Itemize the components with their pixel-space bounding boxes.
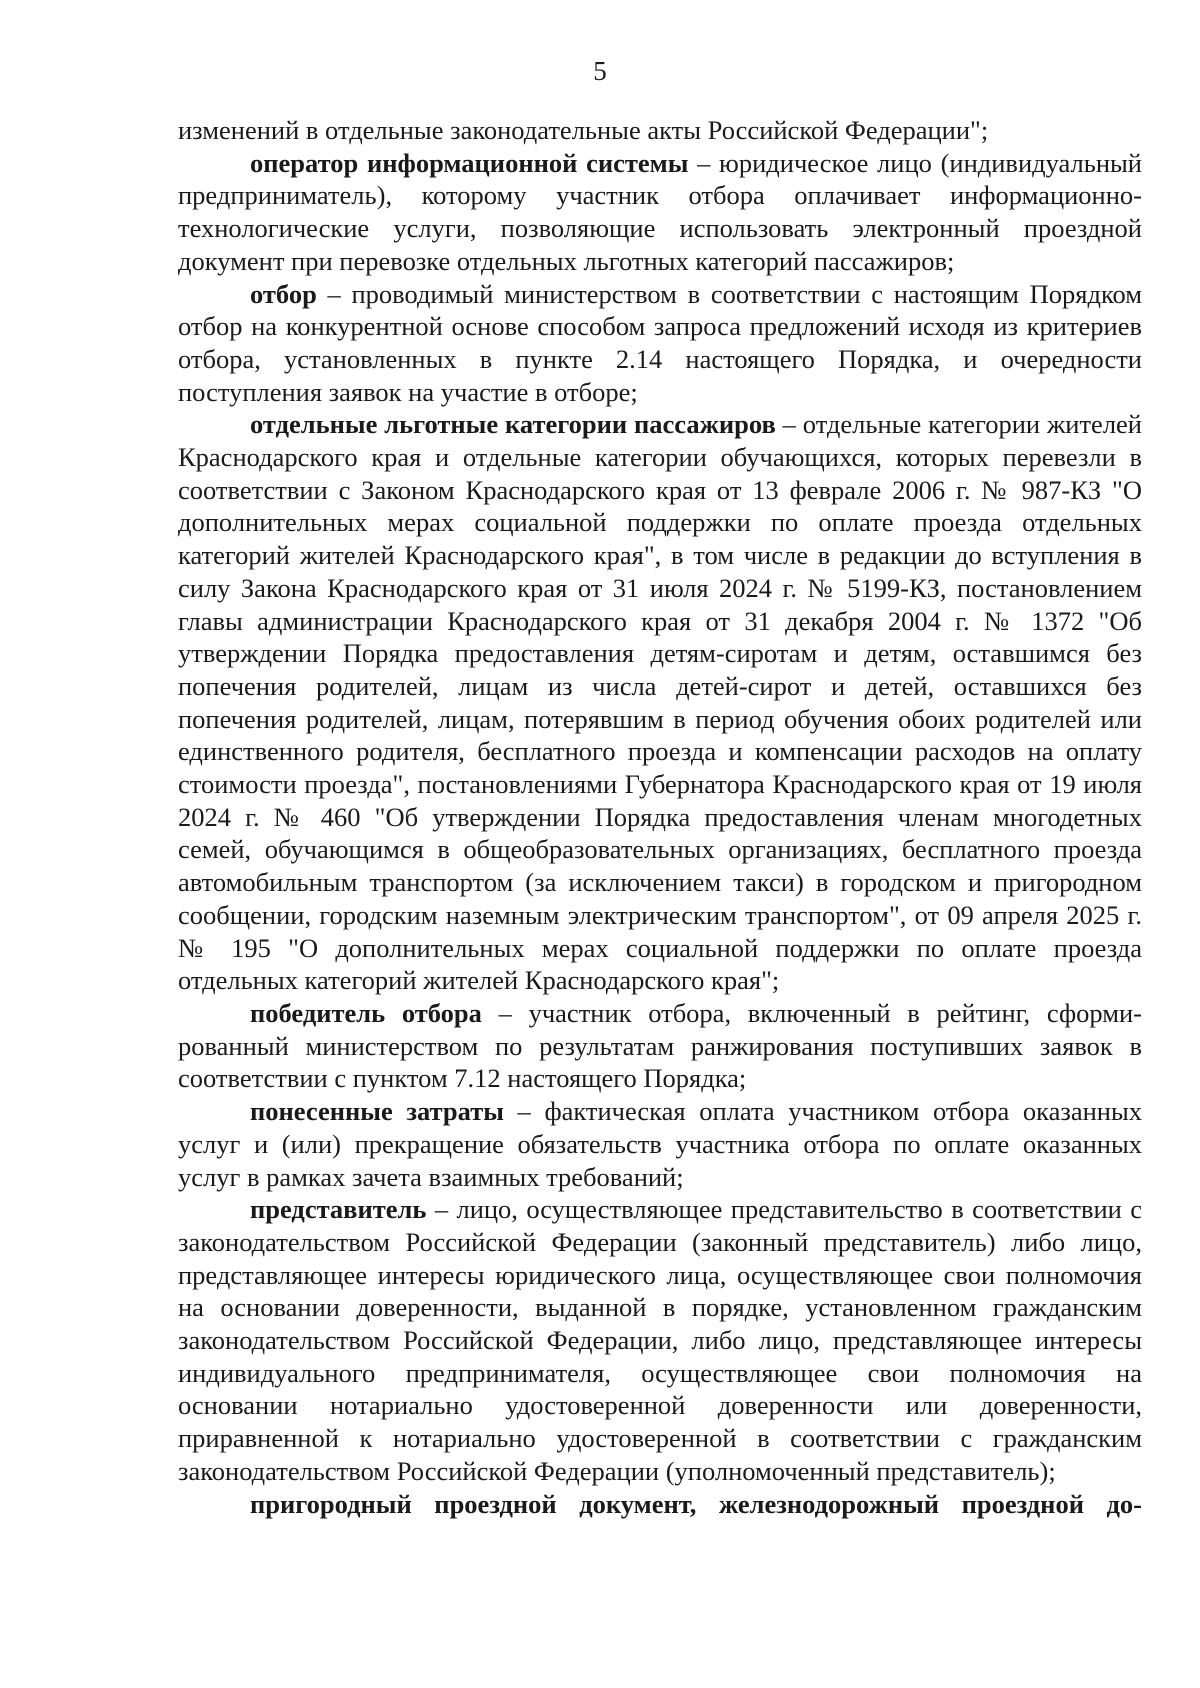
definition-text: – участник отбора, включенный в рейтинг, сформированный министерством по результатам ранжирования поступивших заявок в соответствии с пунктом 7.12 настоящего Порядка; — [178, 997, 1142, 1094]
definition-text: – фактическая оплата участником отбора оказанных услуг и (или) прекращение обязательств участника отбора по оплате оказанных услуг в рамках зачета взаимных требований; — [178, 1096, 1142, 1192]
page-number: 5 — [593, 56, 607, 86]
paragraph-continuation — [178, 114, 1142, 147]
definition-costs — [178, 1095, 1142, 1193]
definition-text: – юридическое лицо (индивидуальный предприниматель), которому участник отбора оплачивает информационно-технологические услуги, позволяющие использовать электронный проездной документ при перевозке отдельных льготных категорий пассажиров; — [178, 147, 1142, 276]
paragraph-text: изменений в отдельные законодательные акты Российской Федерации"; — [178, 115, 989, 145]
definition-term: пригородный проездной документ, железнодорожный проездной до- — [250, 1488, 1142, 1519]
definition-operator — [178, 147, 1142, 278]
definition-text: – лицо, осуществляющее представительство в соответствии с законодательством Российской Федерации (законный представитель) либо лицо, представляющее интересы юридического лица, осуществляющее свои полномочия на основании доверенности, выданной в порядке, установленном гражданским законодательством Российской Федерации, либо лицо, представляющее интересы индивидуального предпринимателя, осуществляющее свои полномочия на основании нотариально удостоверенной доверенности или доверенности, приравненной к нотариально удостоверенной в соответствии с гражданским законодательством Российской Федерации (уполномоченный представитель); — [178, 1194, 1142, 1486]
definition-term: понесенные затраты — [250, 1096, 504, 1127]
definition-term: победитель отбора — [250, 997, 482, 1028]
definition-term: отдельные льготные категории пассажиров — [250, 409, 776, 440]
definition-otbor — [178, 278, 1142, 409]
definition-term: отбор — [250, 278, 317, 309]
definition-winner — [178, 997, 1142, 1095]
definition-privileged-passengers — [178, 408, 1142, 997]
definition-representative — [178, 1193, 1142, 1487]
definition-text: – отдельные категории жителей Краснодарского края и отдельные категории обучающихся, которых перевезли в соответствии с Законом Краснодарского края от 13 феврале 2006 г. № 987-КЗ "О дополнительных мерах социальной поддержки по оплате проезда отдельных категорий жителей Краснодарского края", в том числе в редакции до вступления в силу Закона Краснодарского края от 31 июля 2024 г. № 5199-КЗ, постановлением главы администрации Краснодарского края от 31 декабря 2004 г. № 1372 "Об утверждении Порядка предоставления детям-сиротам и детям, оставшимся без попечения родителей, лицам из числа детей-сирот и детей, оставшихся без попечения родителей, лицам, потерявшим в период обучения обоих родителей или единственного родителя, бесплатного проезда и компенсации расходов на оплату стоимости проезда", постановлениями Губернатора Краснодарского края от 19 июля 2024 г. № 460 "Об утверждении Порядка предоставления членам многодетных семей, обучающимся в общеобразовательных организациях, бесплатного проезда автомобильным транспортом (за исключением такси) в городском и пригородном сообщении, городским наземным электрическим транспортом", от 09 апреля 2025 г. № 195 "О дополнительных мерах социальной поддержки по оплате проезда отдельных категорий жителей Краснодарского края"; — [178, 409, 1142, 996]
definition-term: оператор информационной системы — [250, 147, 689, 178]
document-body — [178, 114, 1142, 1520]
definition-suburban-ticket — [178, 1488, 1142, 1521]
definition-text: – проводимый министерством в соответствии с настоящим Порядком отбор на конкурентной основе способом запроса предложений исходя из критериев отбора, установленных в пункте 2.14 настоящего Порядка, и очередности поступления заявок на участие в отборе; — [178, 278, 1142, 407]
definition-term: представитель — [250, 1194, 427, 1225]
